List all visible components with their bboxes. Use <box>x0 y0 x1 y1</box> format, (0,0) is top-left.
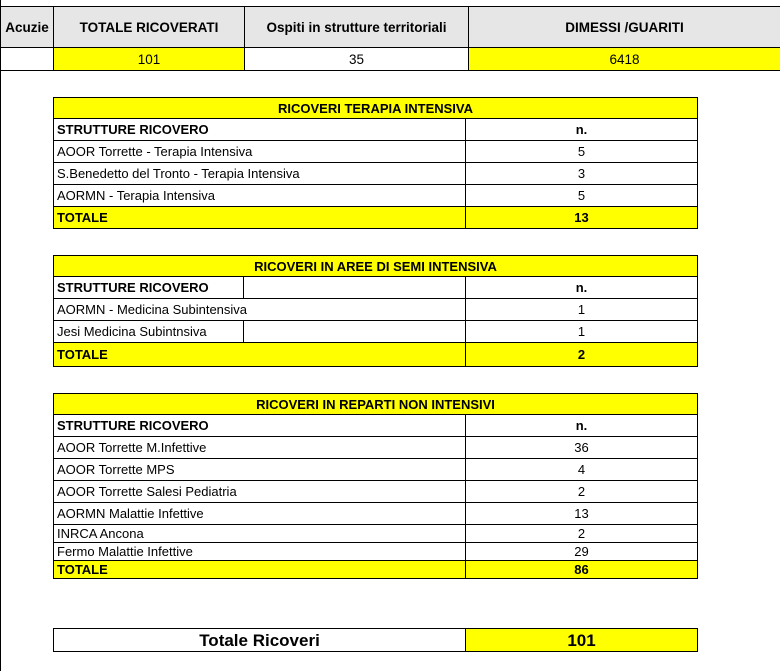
column-header-n: n. <box>466 415 698 437</box>
table-row <box>54 503 698 525</box>
total-value: 86 <box>466 561 698 579</box>
structure-name: AOOR Torrette M.Infettive <box>54 437 466 459</box>
structure-count: 13 <box>466 503 698 525</box>
section-non-intensivi <box>53 393 698 579</box>
table-row <box>54 321 698 343</box>
header-acuzie: Acuzie <box>1 7 54 48</box>
summary-table <box>0 6 780 71</box>
value-ospiti-strutture: 35 <box>245 48 469 71</box>
structure-name: INRCA Ancona <box>54 525 466 543</box>
structure-name: AORMN Malattie Infettive <box>54 503 466 525</box>
structure-count: 5 <box>466 141 698 163</box>
table-row <box>54 185 698 207</box>
structure-name: Jesi Medicina Subintnsiva <box>54 321 244 343</box>
header-ospiti-strutture: Ospiti in strutture territoriali <box>245 7 469 48</box>
table-row <box>54 437 698 459</box>
structure-name: S.Benedetto del Tronto - Terapia Intensiva <box>54 163 466 185</box>
structure-count: 1 <box>466 299 698 321</box>
total-label: TOTALE <box>54 343 466 367</box>
structure-name: AOOR Torrette MPS <box>54 459 466 481</box>
structure-name: AORMN - Medicina Subintensiva <box>54 299 466 321</box>
table-row <box>54 141 698 163</box>
section-title: RICOVERI IN REPARTI NON INTENSIVI <box>54 394 698 415</box>
table-row <box>54 163 698 185</box>
column-header-structure: STRUTTURE RICOVERO <box>54 415 466 437</box>
column-header-structure: STRUTTURE RICOVERO <box>54 277 244 299</box>
section-title: RICOVERI TERAPIA INTENSIVA <box>54 98 698 119</box>
table-row <box>54 459 698 481</box>
column-header-n: n. <box>466 119 698 141</box>
header-dimessi-guariti: DIMESSI /GUARITI <box>469 7 780 48</box>
header-totale-ricoverati: TOTALE RICOVERATI <box>54 7 245 48</box>
column-header-structure: STRUTTURE RICOVERO <box>54 119 466 141</box>
grand-total-table <box>53 628 698 652</box>
structure-name: AORMN - Terapia Intensiva <box>54 185 466 207</box>
grand-total-label: Totale Ricoveri <box>54 629 466 652</box>
structure-count: 2 <box>466 481 698 503</box>
structure-count: 4 <box>466 459 698 481</box>
table-row <box>54 543 698 561</box>
structure-name: AOOR Torrette Salesi Pediatria <box>54 481 466 503</box>
structure-name: Fermo Malattie Infettive <box>54 543 466 561</box>
table-row <box>54 299 698 321</box>
table-row <box>54 525 698 543</box>
value-acuzie <box>1 48 54 71</box>
structure-count: 3 <box>466 163 698 185</box>
total-value: 2 <box>466 343 698 367</box>
section-terapia-intensiva <box>53 97 698 229</box>
structure-name: AOOR Torrette - Terapia Intensiva <box>54 141 466 163</box>
page-border <box>0 0 1 671</box>
value-totale-ricoverati: 101 <box>54 48 245 71</box>
section-title: RICOVERI IN AREE DI SEMI INTENSIVA <box>54 256 698 277</box>
total-label: TOTALE <box>54 207 466 229</box>
total-value: 13 <box>466 207 698 229</box>
column-header-n: n. <box>466 277 698 299</box>
structure-count: 2 <box>466 525 698 543</box>
structure-count: 5 <box>466 185 698 207</box>
structure-count: 1 <box>466 321 698 343</box>
table-row <box>54 481 698 503</box>
empty-cell <box>244 321 466 343</box>
value-dimessi-guariti: 6418 <box>469 48 780 71</box>
grand-total-value: 101 <box>466 629 698 652</box>
section-semi-intensiva <box>53 255 698 367</box>
structure-count: 29 <box>466 543 698 561</box>
structure-count: 36 <box>466 437 698 459</box>
total-label: TOTALE <box>54 561 466 579</box>
empty-cell <box>244 277 466 299</box>
